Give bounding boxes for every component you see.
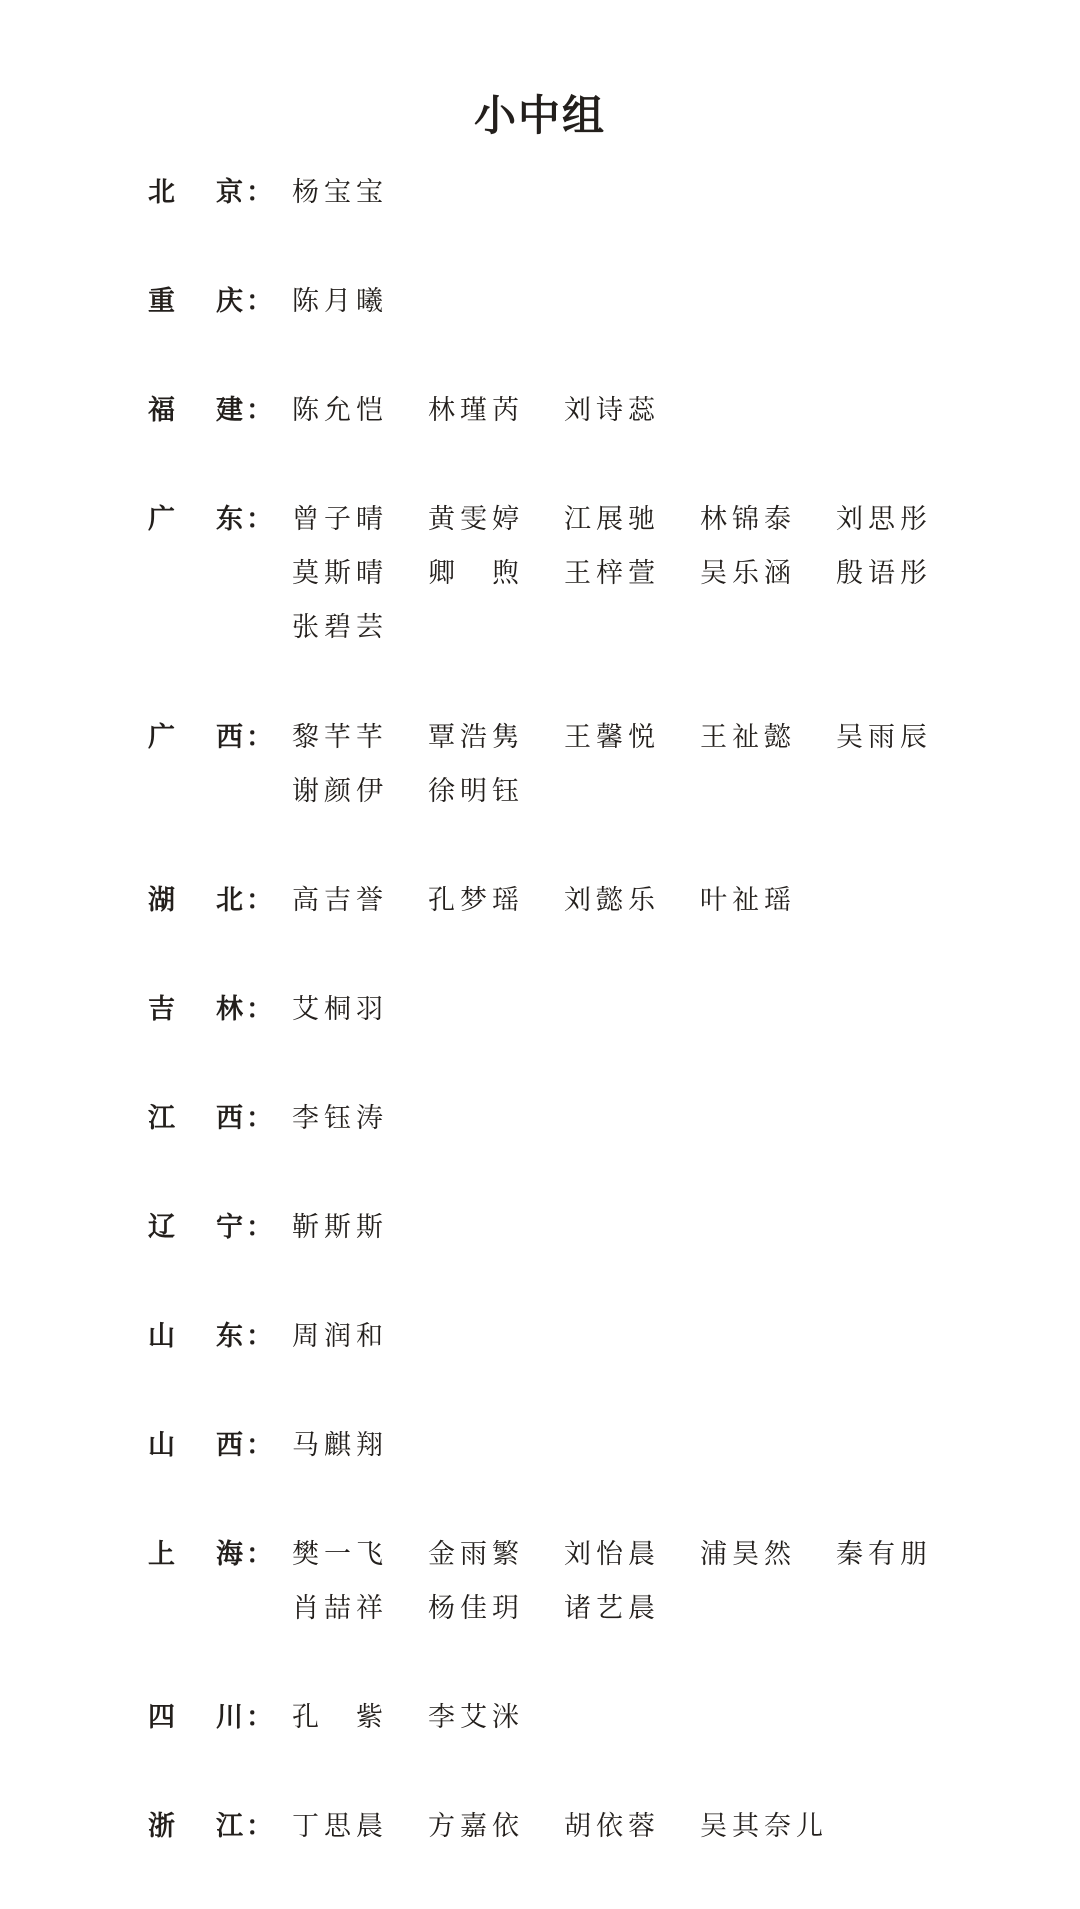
region-char: 湖: [148, 885, 175, 916]
participant-name: 孔梦瑶: [428, 885, 524, 916]
name-row: [292, 600, 992, 654]
region-char: 江: [216, 1811, 243, 1842]
region-colon: ：: [246, 1811, 273, 1842]
region-char: 北: [216, 885, 243, 916]
region-char: 浙: [148, 1811, 175, 1842]
region-char: 辽: [148, 1212, 175, 1243]
region-char: 四: [148, 1702, 175, 1733]
region-char: 东: [216, 1321, 243, 1352]
participant-name: 金雨繁: [428, 1539, 524, 1570]
participant-name: 谢颜伊: [292, 776, 388, 807]
name-list: [292, 383, 992, 437]
participant-name: 周润和: [292, 1321, 388, 1352]
name-row: [292, 1418, 992, 1472]
participant-name: 江展驰: [564, 504, 660, 535]
name-row: [292, 710, 992, 764]
region-label: [148, 873, 273, 929]
participant-name: 刘诗蕊: [564, 395, 660, 426]
participant-name: 秦有朋: [836, 1539, 932, 1570]
region-colon: ：: [246, 722, 273, 753]
region-char: 西: [216, 1103, 243, 1134]
name-row: [292, 764, 992, 818]
name-list: [292, 1527, 992, 1635]
participant-name: 徐明钰: [428, 776, 524, 807]
participant-name: 靳斯斯: [292, 1212, 388, 1243]
participant-name: 李钰涛: [292, 1103, 388, 1134]
name-list: [292, 1200, 992, 1254]
region-label: [148, 1690, 273, 1746]
participant-name: 刘思彤: [836, 504, 932, 535]
name-row: [292, 1309, 992, 1363]
region-colon: ：: [246, 885, 273, 916]
name-list: [292, 1690, 992, 1744]
name-list: [292, 1418, 992, 1472]
region-colon: ：: [246, 1539, 273, 1570]
region-char: 宁: [216, 1212, 243, 1243]
region-colon: ：: [246, 1212, 273, 1243]
participant-name: 胡依蓉: [564, 1811, 660, 1842]
region-char: 建: [216, 395, 243, 426]
participant-name: 陈月曦: [292, 286, 388, 317]
region-char: 山: [148, 1430, 175, 1461]
region-label: [148, 492, 273, 548]
region-colon: ：: [246, 177, 273, 208]
region-colon: ：: [246, 395, 273, 426]
region-char: 川: [216, 1702, 243, 1733]
region-char: 福: [148, 395, 175, 426]
participant-name: 诸艺晨: [564, 1593, 660, 1624]
name-row: [292, 165, 992, 219]
region-label: [148, 1200, 273, 1256]
participant-name: 刘懿乐: [564, 885, 660, 916]
region-char: 海: [216, 1539, 243, 1570]
participant-name: 吴雨辰: [836, 722, 932, 753]
participant-name: 王祉懿: [700, 722, 796, 753]
name-list: [292, 274, 992, 328]
name-row: [292, 1527, 992, 1581]
region-char: 东: [216, 504, 243, 535]
name-list: [292, 1309, 992, 1363]
name-row: [292, 1799, 992, 1853]
region-char: 西: [216, 722, 243, 753]
name-list: [292, 982, 992, 1036]
region-colon: ：: [246, 1103, 273, 1134]
region-colon: ：: [246, 1430, 273, 1461]
participant-name: 刘怡晨: [564, 1539, 660, 1570]
name-list: [292, 1091, 992, 1145]
participant-name: 莫斯晴: [292, 558, 388, 589]
name-list: [292, 1799, 992, 1853]
participant-name: 曾子晴: [292, 504, 388, 535]
name-row: [292, 982, 992, 1036]
name-row: [292, 1581, 992, 1635]
region-char: 上: [148, 1539, 175, 1570]
participant-name: 马麒翔: [292, 1430, 388, 1461]
region-char: 吉: [148, 994, 175, 1025]
region-char: 广: [148, 722, 175, 753]
region-colon: ：: [246, 286, 273, 317]
participant-name: 王馨悦: [564, 722, 660, 753]
region-char: 庆: [216, 286, 243, 317]
region-label: [148, 982, 273, 1038]
region-colon: ：: [246, 1702, 273, 1733]
participant-name: 李艾洣: [428, 1702, 524, 1733]
name-row: [292, 1690, 992, 1744]
participant-name: 陈允恺: [292, 395, 388, 426]
participant-name: 樊一飞: [292, 1539, 388, 1570]
region-colon: ：: [246, 994, 273, 1025]
participant-name: 孔 紫: [292, 1702, 388, 1733]
region-label: [148, 274, 273, 330]
region-char: 广: [148, 504, 175, 535]
participant-name: 王梓萱: [564, 558, 660, 589]
participant-name: 吴其奈儿: [700, 1811, 828, 1842]
name-row: [292, 274, 992, 328]
participant-name: 方嘉依: [428, 1811, 524, 1842]
region-colon: ：: [246, 1321, 273, 1352]
name-row: [292, 873, 992, 927]
participant-name: 丁思晨: [292, 1811, 388, 1842]
name-row: [292, 1200, 992, 1254]
region-label: [148, 1418, 273, 1474]
participant-name: 卿 煦: [428, 558, 524, 589]
name-list: [292, 873, 992, 927]
region-char: 京: [216, 177, 243, 208]
name-list: [292, 165, 992, 219]
name-row: [292, 383, 992, 437]
region-char: 北: [148, 177, 175, 208]
participant-name: 浦昊然: [700, 1539, 796, 1570]
participant-name: 殷语彤: [836, 558, 932, 589]
participant-name: 杨宝宝: [292, 177, 388, 208]
region-char: 西: [216, 1430, 243, 1461]
region-char: 林: [216, 994, 243, 1025]
name-row: [292, 492, 992, 546]
participant-name: 张碧芸: [292, 612, 388, 643]
region-label: [148, 1527, 273, 1583]
region-label: [148, 1309, 273, 1365]
participant-name: 林锦泰: [700, 504, 796, 535]
participant-name: 黎芊芊: [292, 722, 388, 753]
participant-name: 黄雯婷: [428, 504, 524, 535]
participant-name: 吴乐涵: [700, 558, 796, 589]
name-list: [292, 710, 992, 818]
region-colon: ：: [246, 504, 273, 535]
participant-name: 叶祉瑶: [700, 885, 796, 916]
region-label: [148, 1091, 273, 1147]
region-label: [148, 1799, 273, 1855]
participant-name: 肖喆祥: [292, 1593, 388, 1624]
region-label: [148, 165, 273, 221]
name-list: [292, 492, 992, 654]
region-char: 江: [148, 1103, 175, 1134]
page-title: 小中组: [473, 91, 606, 140]
participant-name: 艾桐羽: [292, 994, 388, 1025]
participant-name: 林瑾芮: [428, 395, 524, 426]
region-label: [148, 710, 273, 766]
name-row: [292, 1091, 992, 1145]
region-char: 山: [148, 1321, 175, 1352]
region-label: [148, 383, 273, 439]
name-row: [292, 546, 992, 600]
participant-name: 杨佳玥: [428, 1593, 524, 1624]
region-char: 重: [148, 286, 175, 317]
participant-name: 高吉誉: [292, 885, 388, 916]
participant-name: 覃浩隽: [428, 722, 524, 753]
